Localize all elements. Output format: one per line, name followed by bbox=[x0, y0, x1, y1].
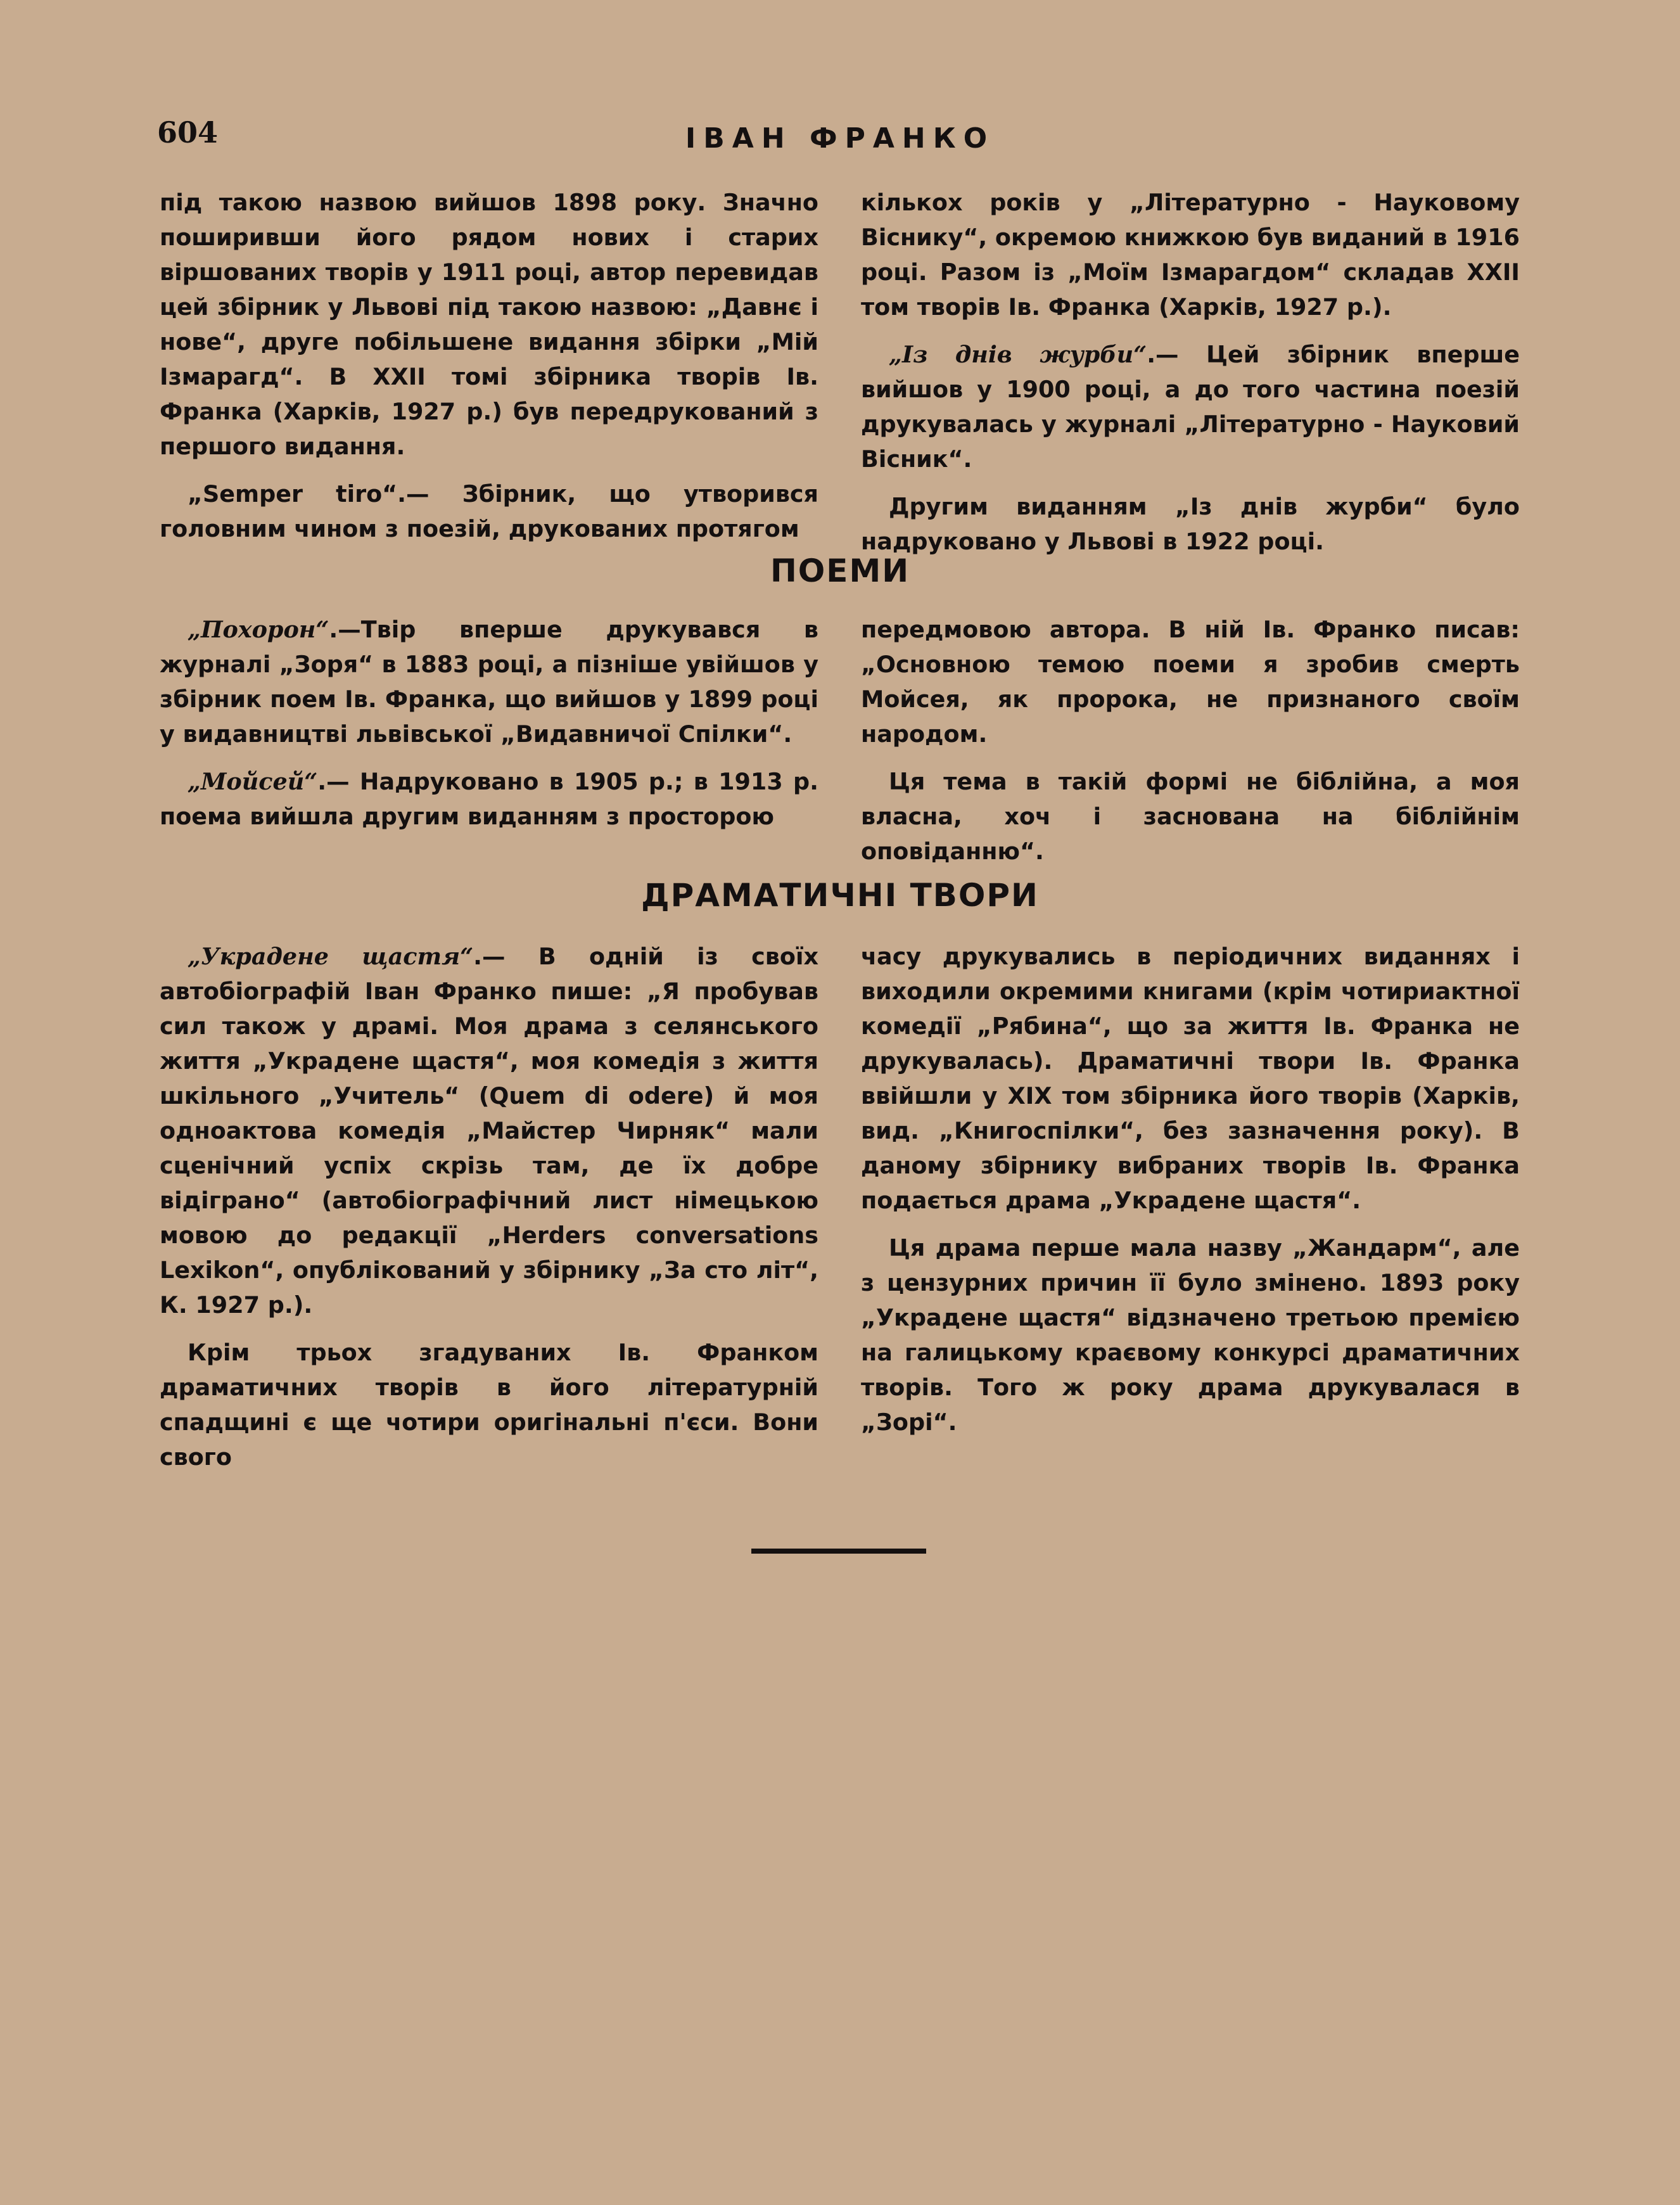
poems-right-column bbox=[861, 612, 1520, 869]
paragraph bbox=[160, 764, 818, 834]
paragraph: Крім трьох згадуваних Ів. Франком драматичних творів в його літературній спадщині є ще чотири оригінальні п'єси. Вони свого bbox=[160, 1339, 818, 1471]
top-right-column bbox=[861, 185, 1520, 559]
work-title: „Похорон“ bbox=[188, 616, 329, 643]
end-rule bbox=[751, 1549, 926, 1554]
poems-left-column bbox=[160, 612, 818, 834]
work-title: „Украдене щастя“ bbox=[188, 943, 474, 970]
paragraph: кількох років у „Літературно - Науковому Віснику“, окремою книжкою був виданий в 1916 році. Разом із „Моїм Ізмарагдом“ складав XXII том творів Ів. Франка (Харків, 1927 р.). bbox=[861, 189, 1520, 321]
paragraph: Ця тема в такій формі не біблійна, а моя власна, хоч і заснована на біблійнім оповіданню“. bbox=[861, 768, 1520, 865]
paragraph-text: .— Цей збірник вперше вийшов у 1900 році, а до того частина поезій друкувалась у журналі „Літературно - Науковий Вісник“. bbox=[861, 341, 1520, 473]
paragraph: передмовою автора. В ній Ів. Франко писав: „Основною темою поеми я зробив смерть Мойсея, як пророка, не признаного своїм народом. bbox=[861, 616, 1520, 748]
paragraph bbox=[160, 612, 818, 751]
page-number: 604 bbox=[157, 115, 219, 150]
paragraph bbox=[160, 939, 818, 1322]
section-heading-poems: ПОЕМИ bbox=[770, 553, 910, 589]
work-title: „Мойсей“ bbox=[188, 768, 318, 795]
dramas-left-column bbox=[160, 939, 818, 1474]
paragraph: під такою назвою вийшов 1898 року. Значно поширивши його рядом нових і старих віршованих творів у 1911 році, автор перевидав цей збірник у Львові під такою назвою: „Давнє і нове“, друге побільшене видання збірки „Мій Ізмарагд“. В XXII томі збірника творів Ів. Франка (Харків, 1927 р.) був передрукований з першого видання. bbox=[160, 189, 818, 460]
section-heading-dramas: ДРАМАТИЧНІ ТВОРИ bbox=[641, 877, 1039, 914]
paragraph-text: .—Твір вперше друкувався в журналі „Зоря“ в 1883 році, а пізніше увійшов у збірник поем Ів. Франка, що вийшов у 1899 році у видавництві львівської „Видавничої Спілки“. bbox=[160, 616, 818, 748]
running-title: ІВАН ФРАНКО bbox=[685, 122, 995, 155]
paragraph-text: .— Надруковано в 1905 р.; в 1913 р. поема вийшла другим виданням з просторою bbox=[160, 768, 818, 830]
paragraph bbox=[861, 337, 1520, 476]
top-left-column bbox=[160, 185, 818, 546]
paragraph: часу друкувались в періодичних виданнях і виходили окремими книгами (крім чотириактної комедії „Рябина“, що за життя Ів. Франка не друкувалась). Драматичні твори Ів. Франка ввійшли у XIX том збірника його творів (Харків, вид. „Книгоспілки“, без зазначення року). В даному збірнику вибраних творів Ів. Франка подається драма „Украдене щастя“. bbox=[861, 943, 1520, 1214]
paragraph-text: .— В одній із своїх автобіографій Іван Франко пише: „Я пробував сил також у драмі. Моя драма з селянського життя „Украдене щастя“, моя комедія з життя шкільного „Учитель“ (Quem di odere) й моя одноактова комедія „Майстер Чирняк“ мали сценічний успіх скрізь там, де їх добре відіграно“ (автобіографічний лист німецькою мовою до редакції „Herders conversations Lexikon“, опублікований у збірнику „За сто літ“, К. 1927 р.). bbox=[160, 943, 818, 1319]
paragraph: Другим виданням „Із днів журби“ було надруковано у Львові в 1922 році. bbox=[861, 493, 1520, 555]
paragraph: Ця драма перше мала назву „Жандарм“, але з цензурних причин її було змінено. 1893 року „Украдене щастя“ відзначено третьою премією на галицькому краєвому конкурсі драматичних творів. Того ж року драма друкувалася в „Зорі“. bbox=[861, 1234, 1520, 1436]
dramas-right-column bbox=[861, 939, 1520, 1440]
paragraph: „Semper tiro“.— Збірник, що утворився головним чином з поезій, друкованих протягом bbox=[160, 480, 818, 542]
work-title: „Із днів журби“ bbox=[889, 341, 1147, 368]
